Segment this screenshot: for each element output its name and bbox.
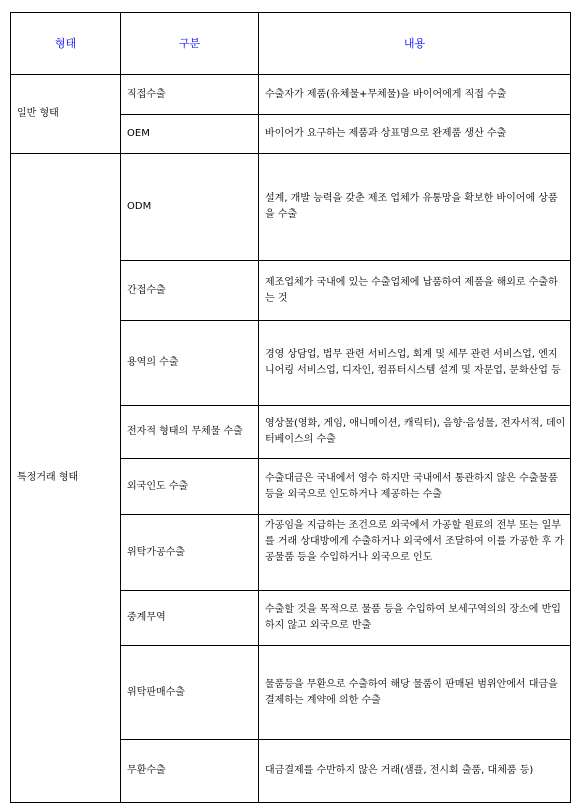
content-cell: 바이어가 요구하는 제품과 상표명으로 완제품 생산 수출 [259, 115, 571, 154]
category-cell: ODM [121, 154, 259, 261]
content-cell: 수출대금은 국내에서 영수 하지만 국내에서 통관하지 않은 수출물품 등을 외국으로 인도하거나 제공하는 수출 [259, 459, 571, 515]
content-cell: 수출할 것을 목적으로 물품 등을 수입하여 보세구역의의 장소에 반입하지 않고 외국으로 반출 [259, 591, 571, 646]
header-form: 형태 [11, 13, 121, 75]
content-cell: 가공임을 지급하는 조건으로 외국에서 가공할 원료의 전부 또는 일부를 거래 상대방에게 수출하거나 외국에서 조달하여 이를 가공한 후 가공물품 등을 수입하거나 외국으로 인도 [259, 515, 571, 591]
content-cell: 제조업체가 국내에 있는 수출업체에 납품하여 제품을 해외로 수출하는 것 [259, 261, 571, 321]
content-cell: 대금결제를 수반하지 않은 거래(샘플, 전시회 출품, 대체품 등) [259, 740, 571, 803]
category-cell: OEM [121, 115, 259, 154]
header-content: 내용 [259, 13, 571, 75]
category-cell: 전자적 형태의 무체물 수출 [121, 406, 259, 459]
category-cell: 중계무역 [121, 591, 259, 646]
category-cell: 직접수출 [121, 75, 259, 115]
form-specific-trade: 특정거래 형태 [11, 154, 121, 803]
category-cell: 위탁판매수출 [121, 646, 259, 740]
export-types-table [10, 12, 571, 803]
content-cell: 영상물(영화, 게임, 애니메이션, 캐릭터), 음향·음성물, 전자서적, 데이터베이스의 수출 [259, 406, 571, 459]
content-cell: 수출자가 제품(유체물+무체물)을 바이어에게 직접 수출 [259, 75, 571, 115]
form-general: 일반 형태 [11, 75, 121, 154]
content-cell: 물품등을 무환으로 수출하여 해당 물품이 판매된 범위안에서 대금을 결제하는 계약에 의한 수출 [259, 646, 571, 740]
category-cell: 무환수출 [121, 740, 259, 803]
category-cell: 용역의 수출 [121, 321, 259, 406]
category-cell: 위탁가공수출 [121, 515, 259, 591]
table-row [11, 154, 571, 261]
content-cell: 설계, 개발 능력을 갖춘 제조 업체가 유통망을 확보한 바이어에 상품을 수출 [259, 154, 571, 261]
table-row [11, 75, 571, 115]
content-cell: 경영 상담업, 법무 관련 서비스업, 회계 및 세무 관련 서비스업, 엔지니어링 서비스업, 디자인, 컴퓨터시스템 설계 및 자문업, 문화산업 등 [259, 321, 571, 406]
category-cell: 외국인도 수출 [121, 459, 259, 515]
header-category: 구분 [121, 13, 259, 75]
category-cell: 간접수출 [121, 261, 259, 321]
header-row [11, 13, 571, 75]
